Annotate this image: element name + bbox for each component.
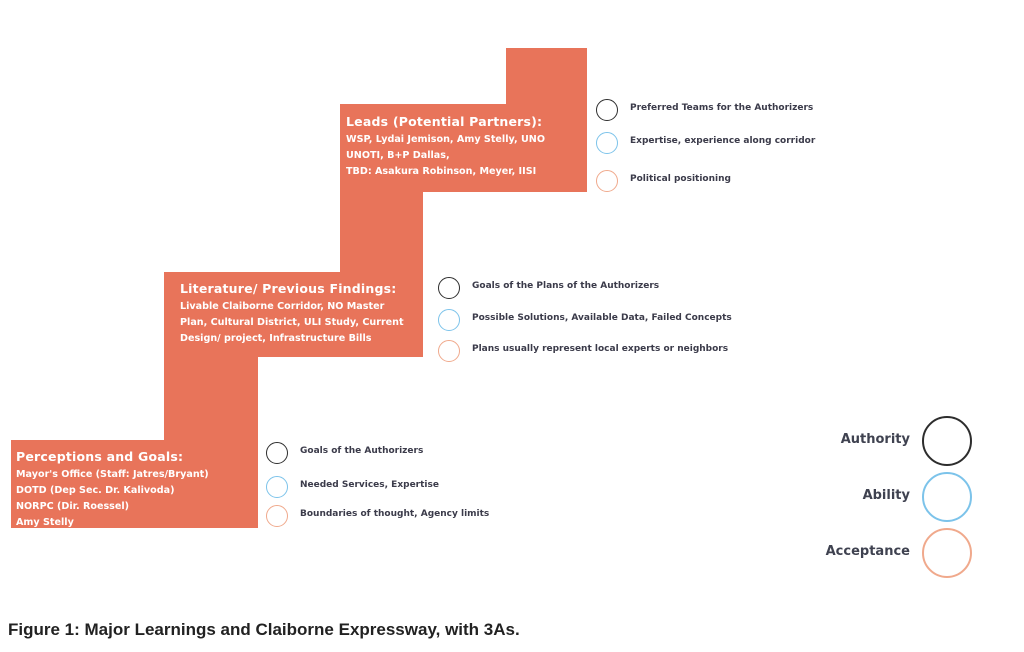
three-as-key [772, 416, 972, 586]
key-row-acceptance [772, 528, 972, 580]
legend-label: Needed Services, Expertise [300, 480, 439, 490]
ability-circle-icon [266, 476, 288, 498]
step-line: TBD: Asakura Robinson, Meyer, IISI [346, 166, 537, 177]
step-perceptions [16, 449, 209, 531]
legend-label: Preferred Teams for the Authorizers [630, 103, 814, 113]
step-line: NORPC (Dir. Roessel) [16, 501, 130, 512]
step-line: DOTD (Dep Sec. Dr. Kalivoda) [16, 485, 175, 496]
authority-circle-icon [922, 416, 972, 466]
figure-caption: Figure 1: Major Learnings and Claiborne Expressway, with 3As. [8, 620, 520, 639]
acceptance-circle-icon [438, 340, 460, 362]
legend-label: Goals of the Plans of the Authorizers [472, 281, 660, 291]
legend-label: Political positioning [630, 174, 731, 184]
legend-literature [438, 277, 748, 367]
authority-circle-icon [266, 442, 288, 464]
ability-circle-icon [438, 309, 460, 331]
step-line: Plan, Cultural District, ULI Study, Current [180, 317, 404, 328]
step-literature [180, 281, 404, 347]
acceptance-circle-icon [922, 528, 972, 578]
ability-circle-icon [922, 472, 972, 522]
legend-perceptions [266, 442, 506, 532]
legend-label: Goals of the Authorizers [300, 446, 424, 456]
step-title: Leads (Potential Partners): [346, 114, 543, 129]
key-label-ability: Ability [862, 488, 910, 503]
step-line: Livable Claiborne Corridor, NO Master [180, 301, 385, 312]
key-label-authority: Authority [840, 432, 910, 447]
step-line: Amy Stelly [16, 517, 74, 528]
key-row-authority [772, 416, 972, 468]
acceptance-circle-icon [596, 170, 618, 192]
step-line: WSP, Lydai Jemison, Amy Stelly, UNO [346, 134, 545, 145]
legend-label: Boundaries of thought, Agency limits [300, 509, 490, 519]
legend-label: Possible Solutions, Available Data, Failed Concepts [472, 313, 732, 323]
authority-circle-icon [438, 277, 460, 299]
step-leads [346, 114, 545, 180]
step-title: Literature/ Previous Findings: [180, 281, 397, 296]
authority-circle-icon [596, 99, 618, 121]
acceptance-circle-icon [266, 505, 288, 527]
key-row-ability [772, 472, 972, 524]
legend-label: Expertise, experience along corridor [630, 136, 816, 146]
ability-circle-icon [596, 132, 618, 154]
step-line: Mayor's Office (Staff: Jatres/Bryant) [16, 469, 209, 480]
legend-label: Plans usually represent local experts or neighbors [472, 344, 729, 354]
step-line: Design/ project, Infrastructure Bills [180, 333, 372, 344]
legend-leads [596, 99, 836, 189]
step-title: Perceptions and Goals: [16, 449, 184, 464]
step-line: UNOTI, B+P Dallas, [346, 150, 450, 161]
key-label-acceptance: Acceptance [825, 544, 910, 559]
